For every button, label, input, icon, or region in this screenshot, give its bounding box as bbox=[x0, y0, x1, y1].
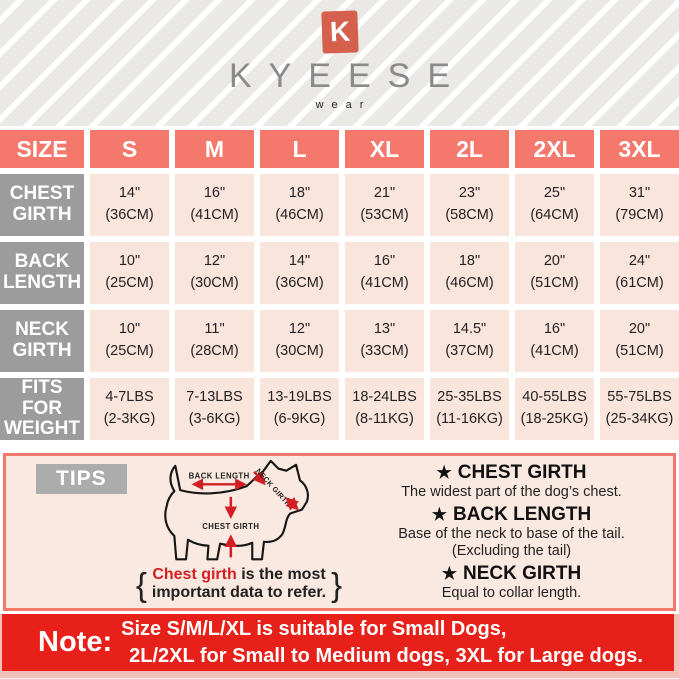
measurement-cm: (61CM) bbox=[615, 275, 664, 291]
measurement-cell bbox=[430, 174, 509, 236]
measurement-inches: 10" bbox=[118, 321, 141, 338]
brand-lockup bbox=[0, 0, 679, 111]
measurement-cell bbox=[90, 310, 169, 372]
measurement-cell bbox=[345, 310, 424, 372]
measurement-cm: (41CM) bbox=[190, 207, 239, 223]
measurement-cm: (30CM) bbox=[190, 275, 239, 291]
measurement-cell bbox=[175, 174, 254, 236]
weight-lbs: 55-75LBS bbox=[607, 389, 672, 406]
size-column-header-l: L bbox=[260, 130, 339, 168]
definition-desc: Base of the neck to base of the tail. bbox=[398, 526, 625, 543]
measurement-cell bbox=[260, 242, 339, 304]
definition-desc2: (Excluding the tail) bbox=[451, 543, 572, 560]
brand-name: KYEESE bbox=[228, 57, 468, 95]
star-icon: ★ bbox=[441, 564, 457, 584]
measurement-cm: (64CM) bbox=[530, 207, 579, 223]
measurement-inches: 18" bbox=[458, 253, 481, 270]
weight-lbs: 7-13LBS bbox=[186, 389, 243, 406]
definition-chest-girth bbox=[354, 462, 669, 501]
measurement-cm: (33CM) bbox=[360, 343, 409, 359]
measurement-cell bbox=[260, 174, 339, 236]
definition-title: NECK GIRTH bbox=[463, 563, 582, 585]
definition-neck-girth bbox=[354, 563, 669, 602]
measurement-cm: (58CM) bbox=[445, 207, 494, 223]
measurement-cell bbox=[430, 378, 509, 440]
measurement-cm: (41CM) bbox=[530, 343, 579, 359]
measurement-cm: (51CM) bbox=[615, 343, 664, 359]
measurement-cm: (30CM) bbox=[275, 343, 324, 359]
star-icon: ★ bbox=[431, 505, 447, 525]
size-column-header-2xl: 2XL bbox=[515, 130, 594, 168]
definition-desc: Equal to collar length. bbox=[441, 585, 582, 602]
size-column-header-3xl: 3XL bbox=[600, 130, 679, 168]
caption-line2: important data to refer. bbox=[151, 584, 327, 602]
measurement-inches: 13" bbox=[373, 321, 396, 338]
measurement-inches: 16" bbox=[373, 253, 396, 270]
measurement-cm: (51CM) bbox=[530, 275, 579, 291]
measurement-cm: (28CM) bbox=[190, 343, 239, 359]
measurement-cell bbox=[345, 174, 424, 236]
measurement-cell bbox=[430, 310, 509, 372]
measurement-cm: (25CM) bbox=[105, 343, 154, 359]
note-banner bbox=[2, 614, 674, 671]
neck-girth-diagram-label: NECK GIRTH bbox=[254, 466, 294, 509]
corner-size-label: SIZE bbox=[0, 130, 84, 168]
measurement-cell bbox=[90, 174, 169, 236]
weight-kg: (11-16KG) bbox=[436, 411, 503, 427]
measurement-inches: 21" bbox=[373, 185, 396, 202]
measurement-cm: (46CM) bbox=[445, 275, 494, 291]
brand-header bbox=[0, 0, 679, 126]
measurement-inches: 16" bbox=[543, 321, 566, 338]
size-column-header-xl: XL bbox=[345, 130, 424, 168]
weight-kg: (25-34KG) bbox=[605, 411, 674, 427]
definition-desc: The widest part of the dog’s chest. bbox=[401, 484, 622, 501]
measurement-cell bbox=[515, 242, 594, 304]
measurement-cell bbox=[175, 310, 254, 372]
measurement-inches: 16" bbox=[203, 185, 226, 202]
measurement-cm: (53CM) bbox=[360, 207, 409, 223]
chest-girth-diagram-label: CHEST GIRTH bbox=[202, 522, 260, 532]
definition-title: CHEST GIRTH bbox=[457, 462, 587, 484]
measurement-cell bbox=[515, 310, 594, 372]
tips-section bbox=[3, 453, 676, 611]
measurement-cm: (25CM) bbox=[105, 275, 154, 291]
star-icon: ★ bbox=[436, 463, 452, 483]
measurement-cell bbox=[260, 310, 339, 372]
measurement-inches: 31" bbox=[628, 185, 651, 202]
definition-back-length bbox=[354, 504, 669, 561]
note-label: Note: bbox=[38, 626, 113, 658]
caption-close-brace: } bbox=[331, 565, 343, 603]
note-line1: Size S/M/L/XL is suitable for Small Dogs, bbox=[121, 618, 507, 641]
weight-lbs: 4-7LBS bbox=[105, 389, 154, 406]
measurement-inches: 20" bbox=[543, 253, 566, 270]
measurement-inches: 12" bbox=[288, 321, 311, 338]
measurement-inches: 14.5" bbox=[452, 321, 487, 338]
tips-badge: TIPS bbox=[36, 464, 127, 494]
weight-lbs: 40-55LBS bbox=[522, 389, 587, 406]
weight-kg: (3-6KG) bbox=[188, 411, 241, 427]
dog-measurement-diagram bbox=[136, 458, 350, 570]
measurement-inches: 11" bbox=[204, 321, 225, 338]
size-table bbox=[0, 130, 679, 440]
back-length-diagram-label: BACK LENGTH bbox=[188, 471, 250, 481]
measurement-inches: 10" bbox=[118, 253, 141, 270]
logo-letter: K bbox=[328, 15, 351, 48]
measurement-cell bbox=[600, 378, 679, 440]
measurement-cm: (79CM) bbox=[615, 207, 664, 223]
measurement-cell bbox=[175, 242, 254, 304]
weight-kg: (18-25KG) bbox=[520, 411, 589, 427]
weight-lbs: 25-35LBS bbox=[437, 389, 502, 406]
caption-line1-rest: is the most bbox=[236, 566, 326, 583]
row-label-chest-girth: CHEST GIRTH bbox=[0, 174, 84, 236]
size-column-header-m: M bbox=[175, 130, 254, 168]
measurement-inches: 14" bbox=[288, 253, 311, 270]
chest-girth-caption bbox=[114, 566, 364, 603]
measurement-inches: 23" bbox=[458, 185, 481, 202]
row-label-fits-for-weight: FITS FOR WEIGHT bbox=[0, 378, 84, 440]
measurement-cm: (36CM) bbox=[275, 275, 324, 291]
caption-open-brace: { bbox=[135, 565, 147, 603]
measurement-cell bbox=[175, 378, 254, 440]
measurement-inches: 12" bbox=[203, 253, 226, 270]
measurement-inches: 14" bbox=[118, 185, 141, 202]
weight-kg: (2-3KG) bbox=[103, 411, 156, 427]
measurement-cell bbox=[345, 242, 424, 304]
size-column-header-2l: 2L bbox=[430, 130, 509, 168]
measurement-inches: 24" bbox=[628, 253, 651, 270]
measurement-cell bbox=[90, 378, 169, 440]
row-label-back-length: BACK LENGTH bbox=[0, 242, 84, 304]
measurement-inches: 25" bbox=[543, 185, 566, 202]
weight-kg: (8-11KG) bbox=[355, 411, 414, 427]
measurement-cm: (36CM) bbox=[105, 207, 154, 223]
size-column-header-s: S bbox=[90, 130, 169, 168]
measurement-cell bbox=[600, 242, 679, 304]
note-text bbox=[121, 616, 643, 669]
weight-kg: (6-9KG) bbox=[273, 411, 326, 427]
measurement-cm: (46CM) bbox=[275, 207, 324, 223]
measurement-inches: 18" bbox=[288, 185, 311, 202]
measurement-cell bbox=[600, 310, 679, 372]
brand-tagline: wear bbox=[315, 99, 372, 111]
note-line2: 2L/2XL for Small to Medium dogs, 3XL for Large dogs. bbox=[129, 644, 643, 667]
note-footer bbox=[0, 614, 679, 678]
caption-text bbox=[152, 566, 326, 603]
measurement-cell bbox=[430, 242, 509, 304]
measurement-cell bbox=[515, 378, 594, 440]
weight-lbs: 13-19LBS bbox=[267, 389, 332, 406]
definition-title: BACK LENGTH bbox=[452, 504, 592, 526]
measurement-cell bbox=[260, 378, 339, 440]
measurement-cm: (41CM) bbox=[360, 275, 409, 291]
measurement-cell bbox=[90, 242, 169, 304]
brand-logo bbox=[321, 10, 358, 53]
measurement-cell bbox=[345, 378, 424, 440]
caption-highlight: Chest girth bbox=[152, 566, 237, 583]
measurement-cell bbox=[515, 174, 594, 236]
measurement-cell bbox=[600, 174, 679, 236]
weight-lbs: 18-24LBS bbox=[352, 389, 417, 406]
measurement-cm: (37CM) bbox=[445, 343, 494, 359]
row-label-neck-girth: NECK GIRTH bbox=[0, 310, 84, 372]
measurement-inches: 20" bbox=[628, 321, 651, 338]
measurement-definitions bbox=[354, 461, 669, 604]
